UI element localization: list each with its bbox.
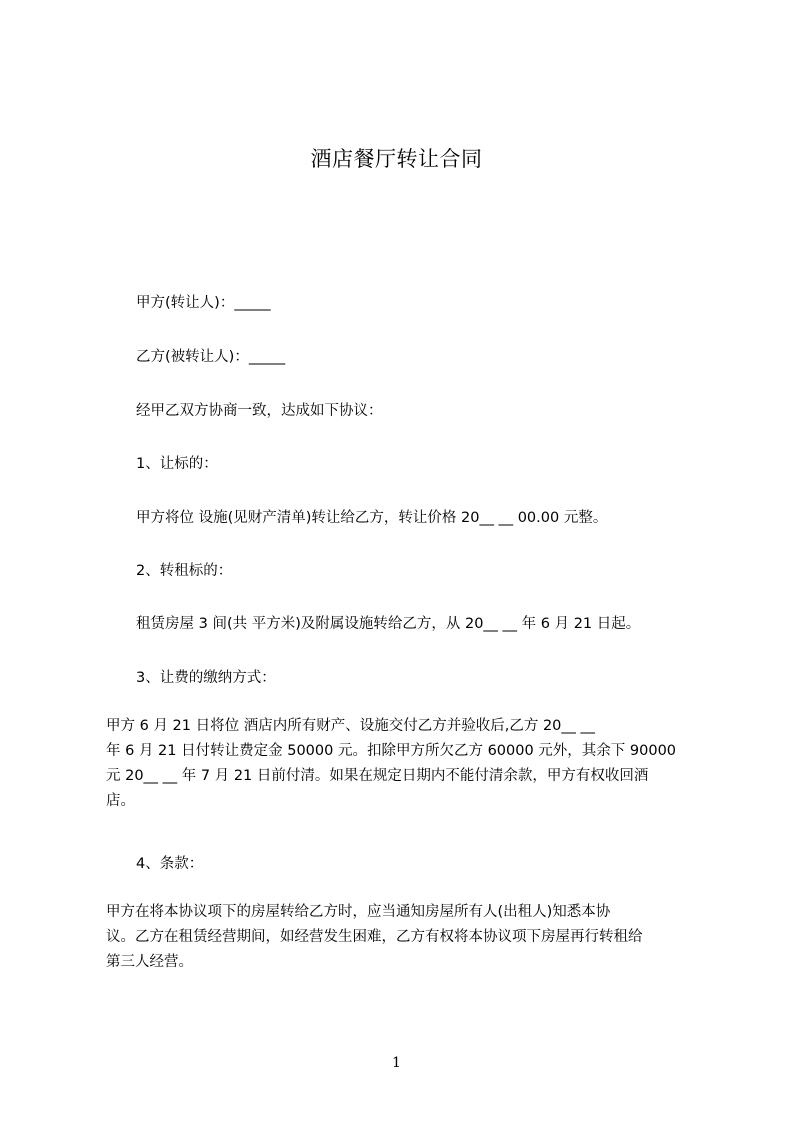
section3-heading: 3、让费的缴纳方式：: [136, 670, 276, 686]
section3-paragraph-line: 元 20__ __ 年 7 月 21 日前付清。如果在规定日期内不能付清余款，甲方有权收回酒: [106, 768, 649, 784]
section4-paragraph-line: 议。乙方在租赁经营期间，如经营发生困难，乙方有权将本协议项下房屋再行转租给: [106, 929, 643, 945]
section4-heading: 4、条款：: [136, 856, 204, 872]
section1-heading: 1、让标的：: [136, 456, 218, 472]
section3-paragraph-line: 甲方 6 月 21 日将位 酒店内所有财产、设施交付乙方并验收后,乙方 20__ __: [106, 718, 595, 734]
section3-paragraph-line: 店。: [106, 793, 135, 809]
section1-text: 甲方将位 设施(见财产清单)转让给乙方，转让价格 20__ __ 00.00 元整。: [136, 510, 608, 526]
section3-paragraph-line: 年 6 月 21 日付转让费定金 50000 元。扣除甲方所欠乙方 60000 元外，其余下 90000: [106, 743, 677, 759]
section2-text: 租赁房屋 3 间(共 平方米)及附属设施转给乙方，从 20__ __ 年 6 月 21 日起。: [136, 616, 641, 632]
party-b-line: 乙方(被转让人)：_____: [136, 349, 286, 365]
party-a-line: 甲方(转让人)：_____: [136, 295, 271, 311]
preamble-line: 经甲乙双方协商一致，达成如下协议：: [136, 403, 383, 419]
section2-heading: 2、转租标的：: [136, 563, 233, 579]
section3-paragraph: [106, 714, 698, 814]
section4-paragraph: [106, 900, 698, 975]
page-number: 1: [392, 1055, 401, 1071]
section4-paragraph-line: 第三人经营。: [106, 954, 193, 970]
section4-paragraph-line: 甲方在将本协议项下的房屋转给乙方时，应当通知房屋所有人(出租人)知悉本协: [106, 904, 611, 920]
document-title: 酒店餐厅转让合同: [310, 147, 483, 171]
